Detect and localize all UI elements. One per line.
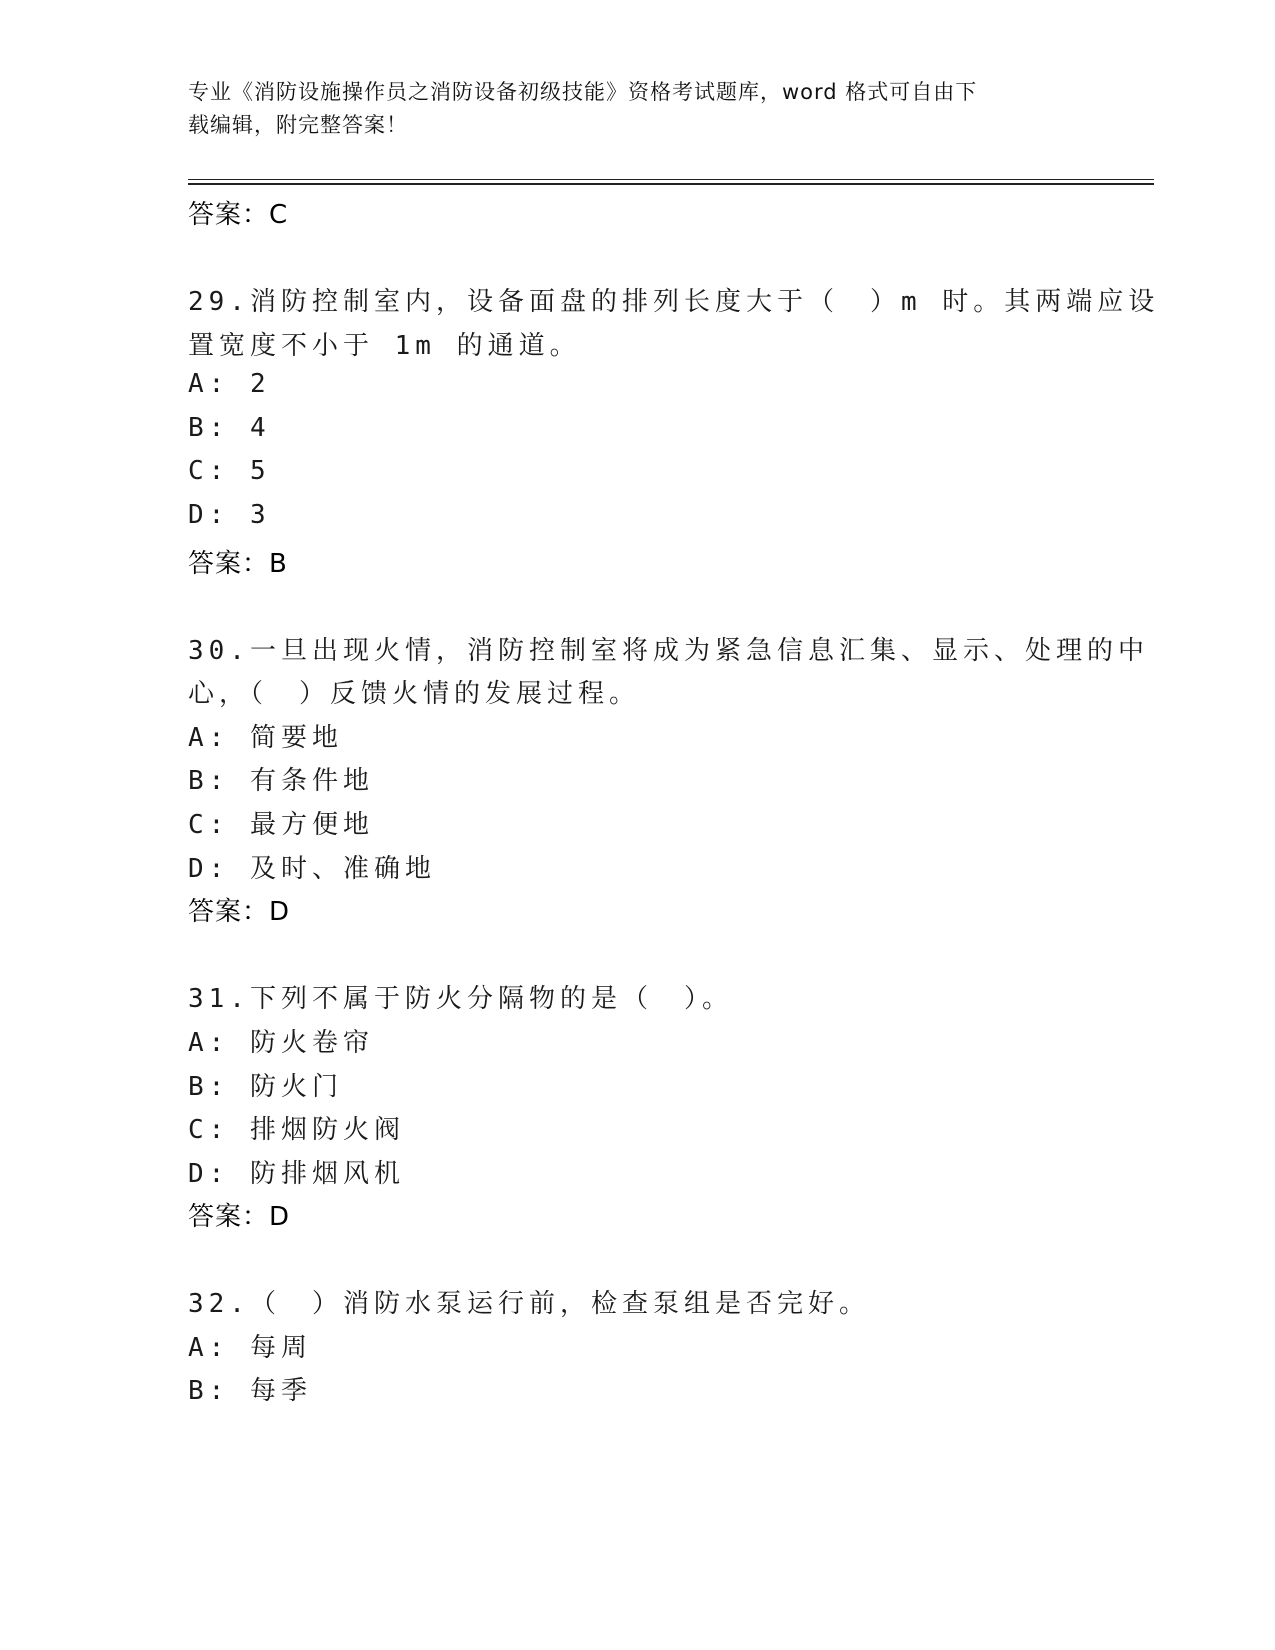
question-31-option-a: A: 防火卷帘 xyxy=(188,1028,374,1058)
question-31-option-d: D: 防排烟风机 xyxy=(188,1159,405,1189)
question-32-option-b: B: 每季 xyxy=(188,1376,312,1406)
header-note xyxy=(188,76,1068,142)
question-29-option-a: A: 2 xyxy=(188,369,271,399)
question-29-stem-line-2: 置宽度不小于 1m 的通道。 xyxy=(188,331,581,361)
answer-28: 答案：C xyxy=(188,200,289,230)
header-divider xyxy=(188,179,1154,185)
answer-31: 答案：D xyxy=(188,1202,291,1232)
question-30-stem-line-2: 心，（ ）反馈火情的发展过程。 xyxy=(188,679,641,709)
answer-30: 答案：D xyxy=(188,897,291,927)
header-line-2: 载编辑，附完整答案！ xyxy=(188,113,408,137)
question-31-stem-line-1: 31.下列不属于防火分隔物的是（ ）。 xyxy=(188,984,733,1014)
question-30-option-a: A: 简要地 xyxy=(188,723,343,753)
header-line-1: 专业《消防设施操作员之消防设备初级技能》资格考试题库，word 格式可自由下 xyxy=(188,80,978,104)
question-31-option-b: B: 防火门 xyxy=(188,1072,343,1102)
question-30-stem-line-1: 30.一旦出现火情，消防控制室将成为紧急信息汇集、显示、处理的中 xyxy=(188,636,1149,666)
question-31-option-c: C: 排烟防火阀 xyxy=(188,1115,405,1145)
question-30-option-c: C: 最方便地 xyxy=(188,810,374,840)
question-29-stem-line-1: 29.消防控制室内，设备面盘的排列长度大于（ ）m 时。其两端应设 xyxy=(188,287,1160,317)
question-32-stem-line-1: 32.（ ）消防水泵运行前，检查泵组是否完好。 xyxy=(188,1289,870,1319)
question-32-option-a: A: 每周 xyxy=(188,1333,312,1363)
question-29-option-c: C: 5 xyxy=(188,456,271,486)
question-30-option-b: B: 有条件地 xyxy=(188,766,374,796)
question-29-option-d: D: 3 xyxy=(188,500,271,530)
question-30-option-d: D: 及时、准确地 xyxy=(188,854,436,884)
question-29-option-b: B: 4 xyxy=(188,413,271,443)
answer-29: 答案：B xyxy=(188,549,288,579)
